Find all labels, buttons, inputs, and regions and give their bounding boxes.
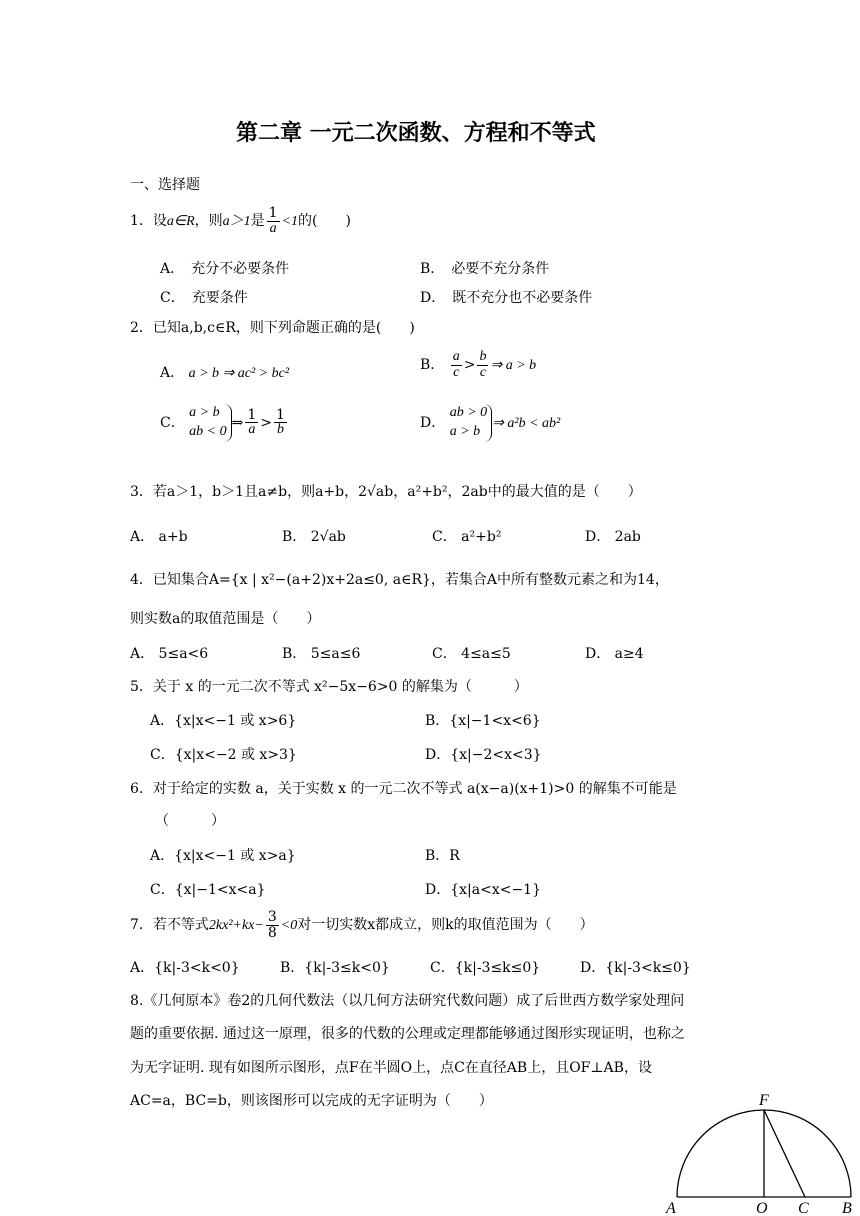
question-2-stem: 2．已知a,b,c∈R，则下列命题正确的是( ): [130, 320, 415, 336]
q5-option-c[interactable]: C．{x|x<−2 或 x>3}: [150, 747, 297, 763]
q2-option-b[interactable]: B． $\frac{a}{c}$ > $\frac{b}{c}$ ⇒ a > b: [420, 349, 537, 380]
q3-option-b[interactable]: B． 2√ab: [282, 529, 346, 545]
question-8-line-2: 题的重要依据. 通过这一原理，很多的代数的公理或定理都能够通过图形实现证明，也称之: [130, 1026, 685, 1042]
q3-option-d[interactable]: D． 2ab: [585, 529, 641, 545]
q6-option-d[interactable]: D．{x|a<x<−1}: [425, 882, 541, 898]
q6-option-a[interactable]: A．{x|x<−1 或 x>a}: [150, 848, 296, 864]
q1-option-c[interactable]: C． 充要条件: [160, 290, 248, 306]
q3-option-a[interactable]: A． a+b: [130, 529, 188, 545]
question-7-stem: 7．若不等式2kx²+kx− $\frac{3}{8}$ <0对一切实数x都成立，则k的取值范围为（ ）: [130, 909, 594, 941]
q1-option-a[interactable]: A． 充分不必要条件: [160, 261, 290, 277]
q6-option-b[interactable]: B．R: [425, 848, 460, 864]
section-heading: 一、选择题: [130, 177, 200, 193]
question-3-stem: 3．若a＞1，b＞1且a≠b，则a+b，2√ab，a²+b²，2ab中的最大值的是（ ）: [130, 484, 642, 500]
q4-option-a[interactable]: A． 5≤a<6: [130, 646, 209, 662]
q4-option-c[interactable]: C． 4≤a≤5: [432, 646, 511, 662]
label-f: F: [759, 1092, 769, 1109]
q7-option-d[interactable]: D．{k|-3<k≤0}: [580, 960, 691, 976]
q5-option-b[interactable]: B．{x|−1<x<6}: [425, 713, 541, 729]
q1-option-b[interactable]: B． 必要不充分条件: [420, 261, 550, 277]
question-1-stem: 1．设a∈R，则a＞1是 $\frac{1}{a}$ <1的( ): [130, 205, 351, 236]
question-4-stem-cont: 则实数a的取值范围是（ ）: [130, 611, 321, 627]
q6-option-c[interactable]: C．{x|−1<x<a}: [150, 882, 266, 898]
question-6-stem: 6．对于给定的实数 a，关于实数 x 的一元二次不等式 a(x−a)(x+1)>0 的解集不可能是: [130, 781, 677, 797]
brace-system: ab > 0 a > b: [450, 404, 492, 442]
q2-option-a[interactable]: A． a > b ⇒ ac² > bc²: [160, 365, 290, 381]
q3-option-c[interactable]: C． a²+b²: [432, 529, 502, 545]
q7-option-c[interactable]: C．{k|-3≤k≤0}: [430, 960, 541, 976]
segment-fc: [764, 1110, 805, 1197]
q2-option-d[interactable]: D． ab > 0 a > b ⇒ a²b < ab²: [420, 404, 560, 442]
question-5-stem: 5．关于 x 的一元二次不等式 x²−5x−6>0 的解集为（ ）: [130, 679, 528, 695]
page-title: 第二章 一元二次函数、方程和不等式: [236, 121, 596, 146]
q5-option-a[interactable]: A．{x|x<−1 或 x>6}: [150, 713, 297, 729]
fraction: $\frac{1}{a}$: [268, 205, 278, 236]
label-o: O: [756, 1200, 768, 1215]
semicircle-figure: [660, 1085, 858, 1215]
question-8-line-3: 为无字证明. 现有如图所示图形，点F在半圆O上，点C在直径AB上，且OF⊥AB，设: [130, 1060, 652, 1076]
q4-option-d[interactable]: D． a≥4: [585, 646, 644, 662]
q7-option-b[interactable]: B．{k|-3≤k<0}: [280, 960, 390, 976]
q7-option-a[interactable]: A．{k|-3<k<0}: [130, 960, 240, 976]
label-a: A: [666, 1200, 676, 1215]
question-8-line-4: AC=a，BC=b，则该图形可以完成的无字证明为（ ）: [130, 1093, 493, 1109]
q1-option-d[interactable]: D． 既不充分也不必要条件: [420, 290, 593, 306]
question-8-line-1: 8.《几何原本》卷2的几何代数法（以几何方法研究代数问题）成了后世西方数学家处理问: [130, 993, 685, 1009]
q2-option-c[interactable]: C． a > b ab < 0 ⇒ $\frac{1}{a}$ > $\frac{1}{b}$: [160, 404, 289, 442]
brace-system: a > b ab < 0: [189, 404, 231, 442]
q4-option-b[interactable]: B． 5≤a≤6: [282, 646, 361, 662]
q5-option-d[interactable]: D．{x|−2<x<3}: [425, 747, 542, 763]
question-4-stem: 4．已知集合A={x | x²−(a+2)x+2a≤0, a∈R}，若集合A中所有整数元素之和为14，: [130, 572, 669, 588]
question-6-stem-cont: （ ）: [155, 813, 225, 829]
label-c: C: [798, 1200, 809, 1215]
label-b: B: [842, 1200, 852, 1215]
